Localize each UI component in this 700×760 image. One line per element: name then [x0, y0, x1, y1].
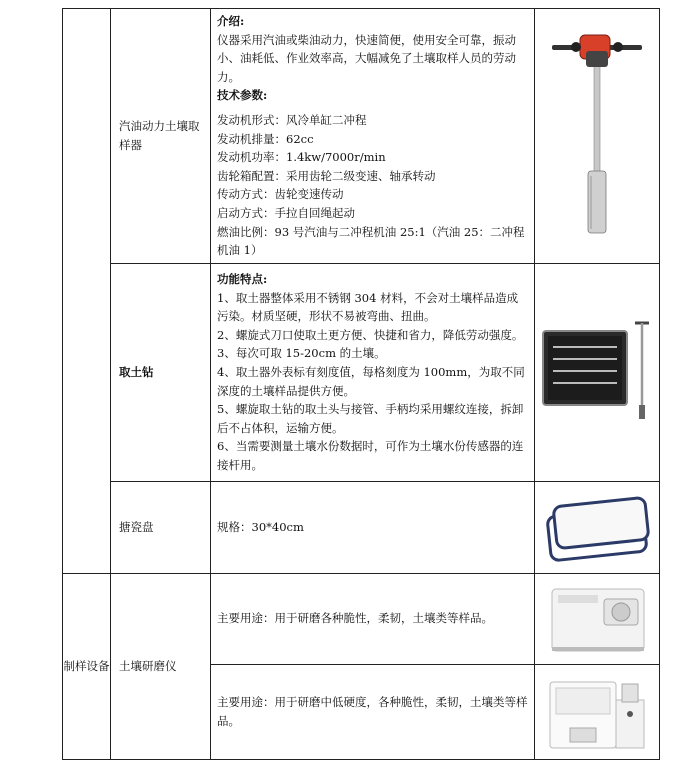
feature-line: 6、当需要测量土壤水份数据时，可作为土壤水份传感器的连接杆用。	[217, 439, 524, 472]
feature-line: 5、螺旋取土钻的取土头与接管、手柄均采用螺纹连接，拆卸后不占体积，运输方便。	[217, 402, 524, 435]
image-grinder2	[535, 664, 660, 759]
item-name-tray: 搪瓷盘	[111, 481, 211, 573]
category-cell-blank	[63, 9, 111, 574]
item-desc-drill	[211, 263, 535, 481]
grinder1-photo	[542, 581, 652, 657]
feature-line: 2、螺旋式刀口使取土更方便、快捷和省力，降低劳动强度。	[217, 327, 524, 342]
feature-line: 3、每次可取 15-20cm 的土壤。	[217, 346, 386, 361]
drill-kit-photo	[539, 317, 655, 427]
equipment-table	[62, 8, 660, 760]
item-desc-tray: 规格：30*40cm	[211, 481, 535, 573]
feature-line: 1、取土器整体采用不锈钢 304 材料，不会对土壤样品造成污染。材质坚硬，形状不易被弯曲、扭曲。	[217, 290, 519, 324]
item-desc-auger	[211, 9, 535, 264]
spec-line: 发动机排量：62cc	[217, 131, 314, 146]
spec-line: 启动方式：手拉自回绳起动	[217, 205, 355, 220]
item-name-grinder: 土壤研磨仪	[111, 573, 211, 759]
spec-line: 传动方式：齿轮变速传动	[217, 187, 344, 202]
image-grinder1	[535, 573, 660, 664]
feature-heading: 功能特点:	[217, 271, 268, 286]
spec-line: 燃油比例：93 号汽油与二冲程机油 25:1（汽油 25：二冲程机油 1）	[217, 224, 525, 258]
image-tray	[535, 481, 660, 573]
spec-line: 发动机功率：1.4kw/7000r/min	[217, 150, 386, 165]
item-desc-grinder2: 主要用途：用于研磨中低硬度，各种脆性，柔韧，土壤类等样品。	[211, 664, 535, 759]
tray-photo	[541, 492, 653, 562]
image-drill	[535, 263, 660, 481]
feature-line: 4、取土器外表标有刻度值，每格刻度为 100mm，为取不同深度的土壤样品提供方便。	[217, 364, 525, 398]
item-desc-grinder1: 主要用途：用于研磨各种脆性，柔韧，土壤类等样品。	[211, 573, 535, 664]
item-name-auger: 汽油动力土壤取样器	[111, 9, 211, 264]
grinder2-photo	[542, 670, 652, 754]
image-auger	[535, 9, 660, 264]
spec-heading: 技术参数:	[217, 88, 268, 103]
intro-heading: 介绍:	[217, 14, 245, 28]
item-name-drill: 取土钻	[111, 263, 211, 481]
intro-text: 仪器采用汽油或柴油动力，快速简便，使用安全可靠，振动小、油耗低、作业效率高，大幅减免了土壤取样人员的劳动力。	[217, 32, 516, 84]
category-cell-prep: 制样设备	[63, 573, 111, 759]
spec-line: 发动机形式：风冷单缸二冲程	[217, 112, 367, 127]
auger-photo	[542, 21, 652, 251]
spec-line: 齿轮箱配置：采用齿轮二级变速、轴承转动	[217, 168, 436, 183]
